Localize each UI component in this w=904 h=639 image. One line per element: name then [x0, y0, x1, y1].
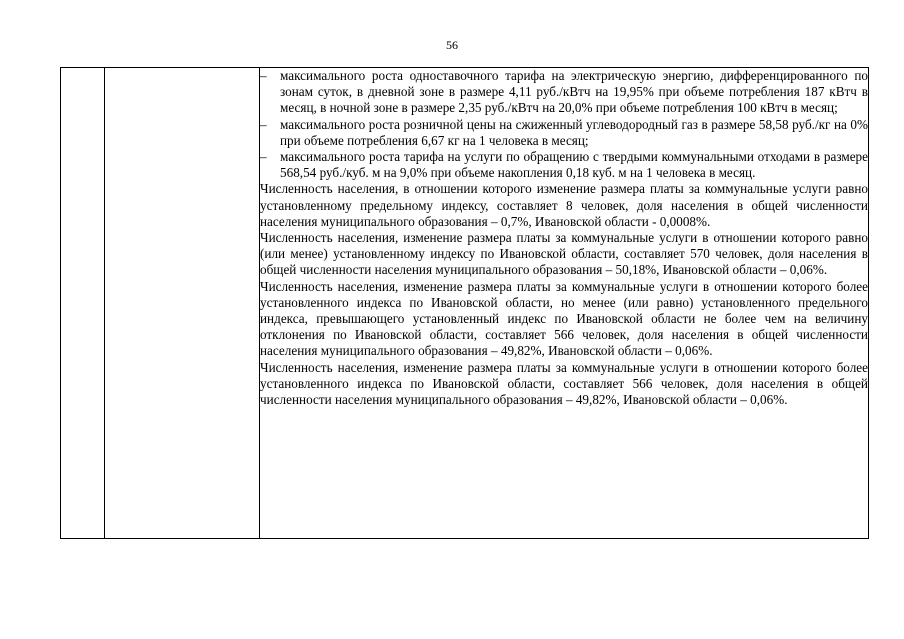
page-number: 56 [446, 38, 458, 52]
list-item-text: максимального роста розничной цены на сжиженный углеводородный газ в размере 58,58 руб./кг на 0% при объеме потребления 6,67 кг на 1 человека в месяц; [280, 116, 868, 148]
table-cell-content [260, 68, 869, 539]
paragraph: Численность населения, изменение размера платы за коммунальные услуги в отношении которого равно (или менее) установленному индексу по Ивановской области, составляет 570 человек, доля населения в общей численности населения муниципального образования – 50,18%, Ивановской области – 0,06%. [260, 230, 868, 278]
list-item [260, 68, 868, 117]
paragraph: Численность населения, изменение размера платы за коммунальные услуги в отношении которого более установленного индекса по Ивановской области, составляет 566 человек, доля населения в общей численности населения муниципального образования – 49,82%, Ивановской области – 0,06%. [260, 359, 868, 408]
table-cell-name [105, 68, 260, 539]
paragraph: Численность населения, в отношении которого изменение размера платы за коммунальные услуги равно установленному предельному индексу, составляет 8 человек, доля населения в общей численности населения муниципального образования – 0,7%, Ивановской области - 0,0008%. [260, 181, 868, 229]
bullet-dash: – [260, 68, 267, 83]
paragraph: Численность населения, изменение размера платы за коммунальные услуги в отношении которого более установленного индекса по Ивановской области, но менее (или равно) установленного предельного индекса, превышающего установленный индекс по Ивановской области не более чем на величину отклонения по Ивановской области, составляет 566 человек, доля населения в общей численности населения муниципального образования – 49,82%, Ивановской области – 0,06%. [260, 278, 868, 359]
list-item [260, 117, 868, 149]
list-item-text: максимального роста тарифа на услуги по обращению с твердыми коммунальными отходами в размере 568,54 руб./куб. м на 9,0% при объеме накопления 0,18 куб. м на 1 человека в месяц. [280, 149, 868, 181]
list-item-text: максимального роста одноставочного тарифа на электрическую энергию, дифференцированного по зонам суток, в дневной зоне в размере 4,11 руб./кВтч на 19,95% при объеме потребления 187 кВтч в месяц, в ночной зоне в размере 2,35 руб./кВтч на 20,0% при объеме потребления 100 кВтч в месяц; [280, 68, 868, 116]
table-row [61, 68, 869, 539]
list-item [260, 149, 868, 181]
table-cell-number [61, 68, 105, 539]
bullet-dash: – [260, 149, 267, 165]
document-table [60, 67, 869, 539]
bullet-dash: – [260, 116, 267, 132]
